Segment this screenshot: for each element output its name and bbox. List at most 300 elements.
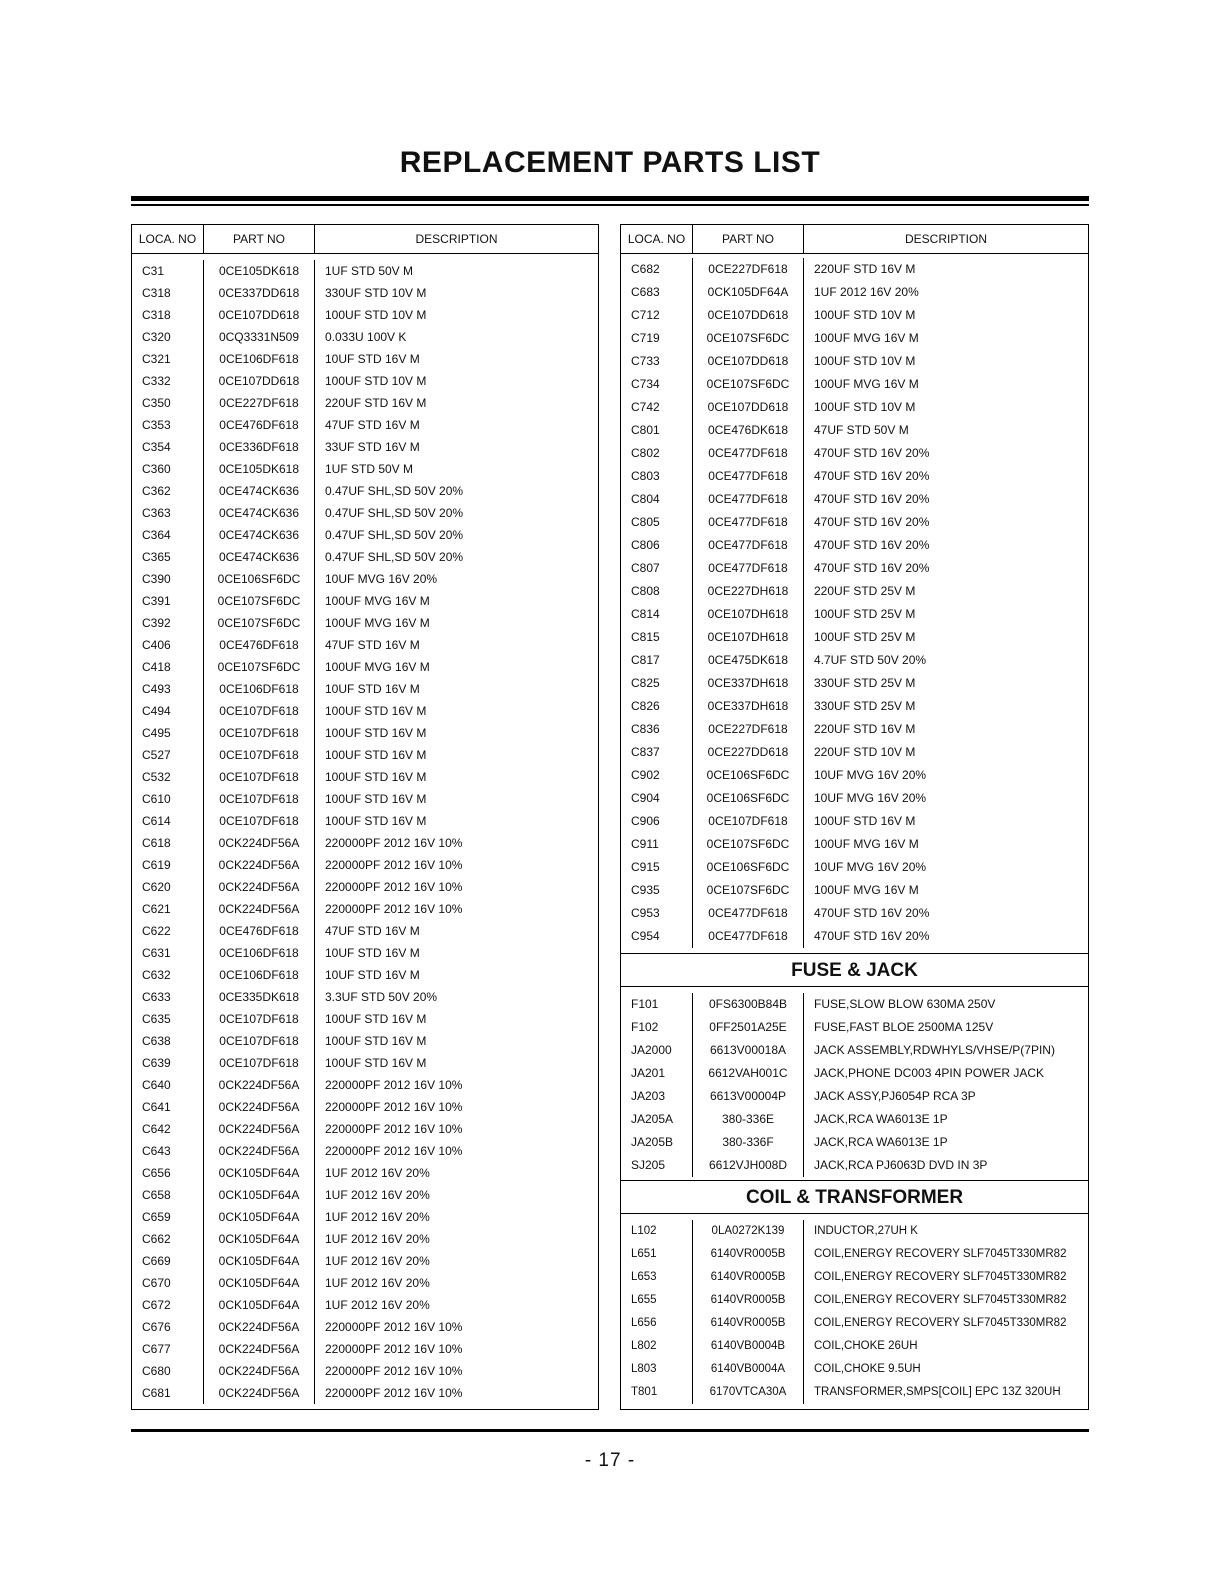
part-no-cell: 0CE107SF6DC (693, 327, 804, 350)
part-no-cell: 6612VJH008D (693, 1154, 804, 1177)
description-cell: 470UF STD 16V 20% (814, 446, 930, 460)
loca-no-cell: C363 (132, 502, 204, 524)
loca-no-cell: C814 (621, 603, 693, 626)
table-header (132, 225, 598, 254)
part-no-cell: 0FS6300B84B (693, 993, 804, 1016)
description-cell: 1UF 2012 16V 20% (325, 1276, 430, 1290)
table-row (132, 964, 598, 986)
description-cell: 100UF STD 16V M (325, 704, 427, 718)
loca-no-cell: C656 (132, 1162, 204, 1184)
description-cell: 100UF STD 16V M (325, 748, 427, 762)
loca-no-cell: JA201 (621, 1062, 693, 1085)
loca-no-cell: C632 (132, 964, 204, 986)
table-row (621, 1381, 1088, 1404)
description-cell: 470UF STD 16V 20% (814, 469, 930, 483)
table-row (132, 1206, 598, 1228)
loca-no-cell: C670 (132, 1272, 204, 1294)
part-no-cell: 0CE107SF6DC (204, 590, 315, 612)
loca-no-cell: C633 (132, 986, 204, 1008)
loca-no-cell: C677 (132, 1338, 204, 1360)
part-no-cell: 6613V00018A (693, 1039, 804, 1062)
loca-no-cell: C672 (132, 1294, 204, 1316)
part-no-cell: 0CE107DH618 (693, 603, 804, 626)
description-cell: 0.033U 100V K (325, 330, 407, 344)
description-cell: JACK,RCA PJ6063D DVD IN 3P (814, 1158, 988, 1172)
table-row (621, 557, 1088, 580)
description-cell: JACK ASSEMBLY,RDWHYLS/VHSE/P(7PIN) (814, 1043, 1055, 1057)
table-row (132, 260, 598, 282)
part-no-cell: 0CK224DF56A (204, 832, 315, 854)
loca-no-cell: C669 (132, 1250, 204, 1272)
table-row (621, 925, 1088, 948)
description-cell: 470UF STD 16V 20% (814, 906, 930, 920)
description-cell: 0.47UF SHL,SD 50V 20% (325, 506, 464, 520)
table-row (621, 1312, 1088, 1335)
table-row (132, 1118, 598, 1140)
part-no-cell: 0CE107DD618 (693, 350, 804, 373)
table-row (621, 465, 1088, 488)
description-cell: 100UF STD 10V M (325, 308, 427, 322)
description-cell: 1UF STD 50V M (325, 462, 414, 476)
loca-no-cell: C801 (621, 419, 693, 442)
description-cell: 100UF STD 16V M (325, 1056, 427, 1070)
description-cell: JACK,RCA WA6013E 1P (814, 1135, 948, 1149)
description-cell: 0.47UF SHL,SD 50V 20% (325, 484, 464, 498)
header-description: DESCRIPTION (904, 232, 987, 246)
part-no-cell: 0CE227DF618 (693, 718, 804, 741)
description-cell: 10UF STD 16V M (325, 946, 420, 960)
loca-no-cell: C635 (132, 1008, 204, 1030)
part-no-cell: 0CE476DF618 (204, 634, 315, 656)
table-row (621, 1108, 1088, 1131)
table-row (132, 898, 598, 920)
part-no-cell: 0CE477DF618 (693, 902, 804, 925)
part-no-cell: 0CE107SF6DC (693, 833, 804, 856)
table-row (132, 1316, 598, 1338)
top-rule-thick (131, 196, 1089, 201)
part-no-cell: 0CE107DF618 (204, 722, 315, 744)
table-row (132, 1162, 598, 1184)
loca-no-cell: F102 (621, 1016, 693, 1039)
loca-no-cell: C418 (132, 656, 204, 678)
loca-no-cell: C392 (132, 612, 204, 634)
loca-no-cell: C808 (621, 580, 693, 603)
part-no-cell: 0CE107DF618 (204, 1052, 315, 1074)
part-no-cell: 0CK224DF56A (204, 854, 315, 876)
description-cell: 100UF STD 10V M (814, 400, 916, 414)
table-row (132, 920, 598, 942)
description-cell: 100UF MVG 16V M (814, 837, 919, 851)
description-cell: 1UF 2012 16V 20% (325, 1210, 430, 1224)
loca-no-cell: C712 (621, 304, 693, 327)
header-description: DESCRIPTION (415, 232, 498, 246)
loca-no-cell: C390 (132, 568, 204, 590)
part-no-cell: 0CE477DF618 (693, 925, 804, 948)
part-no-cell: 0CE107DD618 (693, 396, 804, 419)
loca-no-cell: C621 (132, 898, 204, 920)
loca-no-cell: C610 (132, 788, 204, 810)
loca-no-cell: C643 (132, 1140, 204, 1162)
loca-no-cell: C642 (132, 1118, 204, 1140)
loca-no-cell: C619 (132, 854, 204, 876)
loca-no-cell: C682 (621, 258, 693, 281)
description-cell: 0.47UF SHL,SD 50V 20% (325, 550, 464, 564)
table-row (621, 810, 1088, 833)
description-cell: 100UF MVG 16V M (325, 660, 430, 674)
part-no-cell: 0CK105DF64A (204, 1294, 315, 1316)
part-no-cell: 6140VB0004A (693, 1358, 804, 1381)
part-no-cell: 0CE477DF618 (693, 511, 804, 534)
loca-no-cell: C620 (132, 876, 204, 898)
description-cell: 220000PF 2012 16V 10% (325, 1100, 463, 1114)
description-cell: 330UF STD 25V M (814, 676, 916, 690)
description-cell: 220000PF 2012 16V 10% (325, 858, 463, 872)
table-row (132, 854, 598, 876)
table-row (132, 986, 598, 1008)
table-row (621, 304, 1088, 327)
loca-no-cell: C911 (621, 833, 693, 856)
table-row (621, 327, 1088, 350)
loca-no-cell: C641 (132, 1096, 204, 1118)
table-row (621, 1266, 1088, 1289)
table-row (621, 1335, 1088, 1358)
part-no-cell: 6140VR0005B (693, 1266, 804, 1289)
part-no-cell: 0CE335DK618 (204, 986, 315, 1008)
loca-no-cell: C391 (132, 590, 204, 612)
loca-no-cell: C320 (132, 326, 204, 348)
description-cell: 47UF STD 16V M (325, 638, 420, 652)
description-cell: 330UF STD 25V M (814, 699, 916, 713)
part-no-cell: 0CK224DF56A (204, 1382, 315, 1404)
loca-no-cell: C837 (621, 741, 693, 764)
table-row (132, 766, 598, 788)
table-row (621, 511, 1088, 534)
loca-no-cell: C362 (132, 480, 204, 502)
table-row (621, 350, 1088, 373)
header-loca-no: LOCA. NO (621, 225, 693, 253)
table-row (621, 833, 1088, 856)
description-cell: COIL,CHOKE 26UH (814, 1340, 918, 1352)
table-row (132, 656, 598, 678)
part-no-cell: 0CE336DF618 (204, 436, 315, 458)
table-row (132, 1140, 598, 1162)
table-row (132, 436, 598, 458)
description-cell: COIL,ENERGY RECOVERY SLF7045T330MR82 (814, 1317, 1067, 1329)
loca-no-cell: C915 (621, 856, 693, 879)
table-row (621, 442, 1088, 465)
part-no-cell: 0CK105DF64A (204, 1228, 315, 1250)
description-cell: 100UF STD 16V M (325, 1034, 427, 1048)
part-no-cell: 0CE106DF618 (204, 942, 315, 964)
top-rule-thin (131, 204, 1089, 206)
part-no-cell: 0CE107DH618 (693, 626, 804, 649)
loca-no-cell: L102 (621, 1220, 693, 1243)
part-no-cell: 0CK105DF64A (204, 1162, 315, 1184)
loca-no-cell: C493 (132, 678, 204, 700)
loca-no-cell: C902 (621, 764, 693, 787)
part-no-cell: 6170VTCA30A (693, 1381, 804, 1404)
description-cell: 47UF STD 16V M (325, 418, 420, 432)
description-cell: 220000PF 2012 16V 10% (325, 1078, 463, 1092)
table-row (132, 810, 598, 832)
part-no-cell: 0CE474CK636 (204, 524, 315, 546)
description-cell: 220UF STD 16V M (814, 722, 916, 736)
page-title: REPLACEMENT PARTS LIST (399, 146, 821, 179)
part-no-cell: 0CK224DF56A (204, 1118, 315, 1140)
loca-no-cell: C321 (132, 348, 204, 370)
table-row (132, 1272, 598, 1294)
part-no-cell: 0CE476DF618 (204, 414, 315, 436)
part-no-cell: 0CE227DF618 (204, 392, 315, 414)
description-cell: 1UF STD 50V M (325, 264, 414, 278)
description-cell: 1UF 2012 16V 20% (325, 1254, 430, 1268)
description-cell: 100UF STD 16V M (325, 770, 427, 784)
description-cell: 100UF STD 25V M (814, 630, 916, 644)
part-no-cell: 0CE476DF618 (204, 920, 315, 942)
loca-no-cell: C614 (132, 810, 204, 832)
description-cell: 100UF MVG 16V M (814, 883, 919, 897)
bottom-rule (131, 1429, 1089, 1432)
description-cell: 4.7UF STD 50V 20% (814, 653, 927, 667)
loca-no-cell: C31 (132, 260, 204, 282)
loca-no-cell: C495 (132, 722, 204, 744)
part-no-cell: 0CE106DF618 (204, 964, 315, 986)
part-no-cell: 0CE106DF618 (204, 348, 315, 370)
description-cell: 470UF STD 16V 20% (814, 538, 930, 552)
part-no-cell: 0CE476DK618 (693, 419, 804, 442)
loca-no-cell: C954 (621, 925, 693, 948)
loca-no-cell: C360 (132, 458, 204, 480)
loca-no-cell: C836 (621, 718, 693, 741)
part-no-cell: 0FF2501A25E (693, 1016, 804, 1039)
part-no-cell: 0CE337DH618 (693, 672, 804, 695)
table-row (621, 1016, 1088, 1039)
description-cell: 470UF STD 16V 20% (814, 492, 930, 506)
description-cell: 220000PF 2012 16V 10% (325, 1342, 463, 1356)
description-cell: COIL,ENERGY RECOVERY SLF7045T330MR82 (814, 1248, 1067, 1260)
part-no-cell: 0CE105DK618 (204, 260, 315, 282)
description-cell: 3.3UF STD 50V 20% (325, 990, 438, 1004)
description-cell: 220000PF 2012 16V 10% (325, 902, 463, 916)
description-cell: 47UF STD 16V M (325, 924, 420, 938)
part-no-cell: 0CE106SF6DC (693, 856, 804, 879)
loca-no-cell: C806 (621, 534, 693, 557)
part-no-cell: 6140VR0005B (693, 1243, 804, 1266)
table-body (621, 254, 1088, 948)
table-row (132, 568, 598, 590)
loca-no-cell: JA203 (621, 1085, 693, 1108)
description-cell: 33UF STD 16V M (325, 440, 420, 454)
part-no-cell: 0CE107SF6DC (693, 879, 804, 902)
table-row (621, 649, 1088, 672)
loca-no-cell: C683 (621, 281, 693, 304)
description-cell: 1UF 2012 16V 20% (325, 1188, 430, 1202)
table-row (132, 1360, 598, 1382)
table-row (132, 1030, 598, 1052)
loca-no-cell: F101 (621, 993, 693, 1016)
part-no-cell: 0CE106DF618 (204, 678, 315, 700)
loca-no-cell: C640 (132, 1074, 204, 1096)
loca-no-cell: C631 (132, 942, 204, 964)
loca-no-cell: C318 (132, 282, 204, 304)
loca-no-cell: C365 (132, 546, 204, 568)
section-title-coil-transformer: COIL & TRANSFORMER (621, 1180, 1088, 1214)
description-cell: 100UF STD 16V M (325, 792, 427, 806)
table-row (621, 1220, 1088, 1243)
loca-no-cell: T801 (621, 1381, 693, 1404)
table-row (621, 1154, 1088, 1177)
description-cell: 100UF STD 16V M (325, 814, 427, 828)
loca-no-cell: C638 (132, 1030, 204, 1052)
table-row (132, 1184, 598, 1206)
description-cell: JACK,PHONE DC003 4PIN POWER JACK (814, 1066, 1045, 1080)
part-no-cell: 0CE107DF618 (204, 744, 315, 766)
loca-no-cell: C354 (132, 436, 204, 458)
loca-no-cell: C807 (621, 557, 693, 580)
description-cell: COIL,ENERGY RECOVERY SLF7045T330MR82 (814, 1294, 1067, 1306)
table-row (621, 787, 1088, 810)
description-cell: FUSE,FAST BLOE 2500MA 125V (814, 1020, 994, 1034)
table-row (132, 1096, 598, 1118)
part-no-cell: 0LA0272K139 (693, 1220, 804, 1243)
part-no-cell: 0CE227DH618 (693, 580, 804, 603)
table-row (132, 1052, 598, 1074)
description-cell: 10UF MVG 16V 20% (325, 572, 438, 586)
table-row (132, 414, 598, 436)
part-no-cell: 0CE475DK618 (693, 649, 804, 672)
loca-no-cell: C353 (132, 414, 204, 436)
table-row (621, 603, 1088, 626)
description-cell: 100UF MVG 16V M (814, 377, 919, 391)
table-row (132, 1294, 598, 1316)
coil-transformer-body (621, 1214, 1088, 1404)
part-no-cell: 0CE474CK636 (204, 546, 315, 568)
table-row (621, 258, 1088, 281)
description-cell: 330UF STD 10V M (325, 286, 427, 300)
part-no-cell: 0CE337DH618 (693, 695, 804, 718)
part-no-cell: 0CE107DD618 (204, 370, 315, 392)
part-no-cell: 0CE227DF618 (693, 258, 804, 281)
table-row (621, 626, 1088, 649)
table-row (621, 419, 1088, 442)
description-cell: 0.47UF SHL,SD 50V 20% (325, 528, 464, 542)
loca-no-cell: JA205B (621, 1131, 693, 1154)
table-row (132, 480, 598, 502)
table-row (132, 370, 598, 392)
table-row (621, 373, 1088, 396)
description-cell: INDUCTOR,27UH K (814, 1225, 918, 1237)
description-cell: 10UF MVG 16V 20% (814, 791, 927, 805)
part-no-cell: 0CE477DF618 (693, 557, 804, 580)
table-row (132, 678, 598, 700)
loca-no-cell: SJ205 (621, 1154, 693, 1177)
loca-no-cell: C815 (621, 626, 693, 649)
description-cell: 220000PF 2012 16V 10% (325, 836, 463, 850)
description-cell: 10UF STD 16V M (325, 352, 420, 366)
loca-no-cell: C817 (621, 649, 693, 672)
part-no-cell: 0CE477DF618 (693, 488, 804, 511)
loca-no-cell: C681 (132, 1382, 204, 1404)
part-no-cell: 0CE106SF6DC (204, 568, 315, 590)
loca-no-cell: C803 (621, 465, 693, 488)
table-row (132, 832, 598, 854)
table-row (132, 304, 598, 326)
table-row (132, 326, 598, 348)
table-row (621, 993, 1088, 1016)
loca-no-cell: C719 (621, 327, 693, 350)
table-row (132, 348, 598, 370)
description-cell: COIL,CHOKE 9.5UH (814, 1363, 921, 1375)
loca-no-cell: C953 (621, 902, 693, 925)
description-cell: 10UF MVG 16V 20% (814, 860, 927, 874)
description-cell: 100UF STD 10V M (814, 354, 916, 368)
part-no-cell: 0CE107DF618 (204, 788, 315, 810)
part-no-cell: 0CE105DK618 (204, 458, 315, 480)
table-body (132, 254, 598, 1404)
part-no-cell: 0CE337DD618 (204, 282, 315, 304)
description-cell: 100UF STD 25V M (814, 607, 916, 621)
part-no-cell: 0CK224DF56A (204, 1338, 315, 1360)
part-no-cell: 0CE107SF6DC (204, 656, 315, 678)
part-no-cell: 380-336E (693, 1108, 804, 1131)
loca-no-cell: C364 (132, 524, 204, 546)
table-row (132, 1228, 598, 1250)
loca-no-cell: C935 (621, 879, 693, 902)
table-row (132, 1008, 598, 1030)
table-row (621, 1289, 1088, 1312)
loca-no-cell: C904 (621, 787, 693, 810)
table-row (621, 1062, 1088, 1085)
part-no-cell: 0CK105DF64A (204, 1206, 315, 1228)
table-row (132, 744, 598, 766)
table-header (621, 225, 1088, 254)
loca-no-cell: C662 (132, 1228, 204, 1250)
table-row (621, 1358, 1088, 1381)
loca-no-cell: C802 (621, 442, 693, 465)
description-cell: 220000PF 2012 16V 10% (325, 1144, 463, 1158)
table-row (621, 488, 1088, 511)
description-cell: 100UF STD 16V M (325, 1012, 427, 1026)
loca-no-cell: L653 (621, 1266, 693, 1289)
parts-table-right (620, 224, 1089, 1410)
part-no-cell: 6612VAH001C (693, 1062, 804, 1085)
part-no-cell: 0CK105DF64A (693, 281, 804, 304)
description-cell: 10UF STD 16V M (325, 682, 420, 696)
part-no-cell: 0CK224DF56A (204, 1360, 315, 1382)
description-cell: TRANSFORMER,SMPS[COIL] EPC 13Z 320UH (814, 1386, 1061, 1398)
table-row (621, 902, 1088, 925)
table-row (621, 1085, 1088, 1108)
loca-no-cell: L802 (621, 1335, 693, 1358)
table-row (621, 764, 1088, 787)
table-row (132, 502, 598, 524)
description-cell: 220UF STD 16V M (325, 396, 427, 410)
loca-no-cell: C742 (621, 396, 693, 419)
table-row (132, 590, 598, 612)
table-row (132, 1382, 598, 1404)
table-row (621, 396, 1088, 419)
loca-no-cell: JA205A (621, 1108, 693, 1131)
loca-no-cell: C350 (132, 392, 204, 414)
part-no-cell: 0CE474CK636 (204, 480, 315, 502)
description-cell: 100UF MVG 16V M (814, 331, 919, 345)
header-part-no: PART NO (693, 225, 804, 253)
part-no-cell: 6140VR0005B (693, 1312, 804, 1335)
parts-table-left (131, 224, 599, 1410)
loca-no-cell: C318 (132, 304, 204, 326)
loca-no-cell: C680 (132, 1360, 204, 1382)
table-row (621, 718, 1088, 741)
